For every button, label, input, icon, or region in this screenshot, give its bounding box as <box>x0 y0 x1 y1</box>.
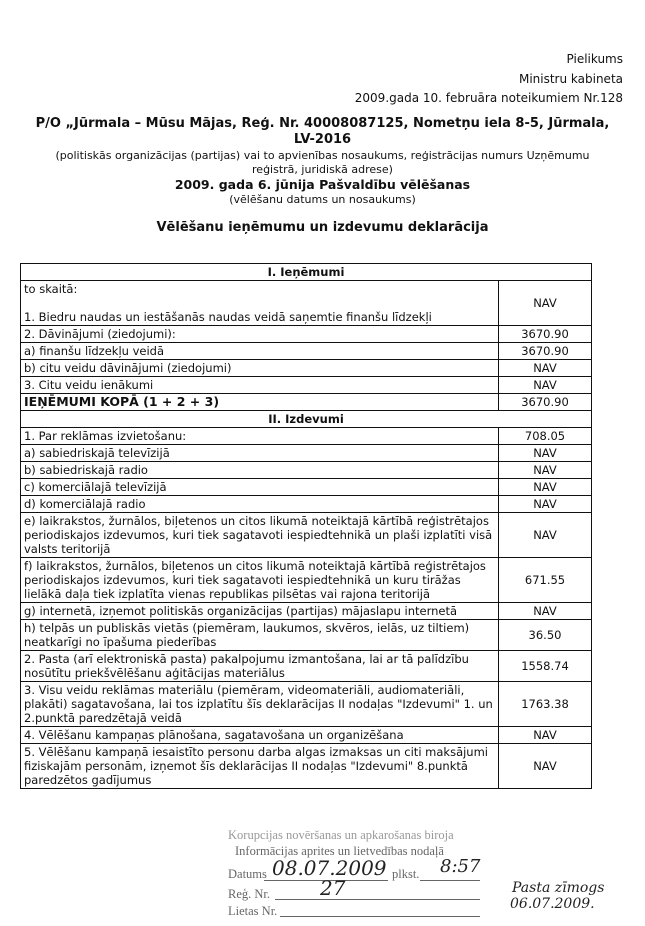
row-value: NAV <box>499 603 592 620</box>
org-note-2: reģistrā, juridiskā adrese) <box>252 163 393 176</box>
table-row <box>21 360 592 377</box>
stamp-reg-value: 27 <box>320 876 346 900</box>
handwritten-note-1: Pasta zīmogs <box>512 880 605 896</box>
table-row <box>21 462 592 479</box>
row-value: 36.50 <box>499 620 592 651</box>
table-row <box>21 394 592 411</box>
row-label: 3. Visu veidu reklāmas materiālu (piemēram, videomateriāli, audiomateriāli, plakāti) sagatavošana, lai tos izplatītu šīs deklarācijas II nodaļas "Izdevumi" 1. un 2.punktā paredzētajā veidā <box>21 682 499 727</box>
table-row <box>21 479 592 496</box>
row-value: NAV <box>499 744 592 789</box>
row-label: to skaitā: 1. Biedru naudas un iestāšanās naudas veidā saņemtie finanšu līdzekļi <box>21 281 499 326</box>
row-value: NAV <box>499 479 592 496</box>
row-value: 3670.90 <box>499 394 592 411</box>
declaration-table <box>20 263 592 789</box>
row-label: b) sabiedriskajā radio <box>21 462 499 479</box>
table-row <box>21 620 592 651</box>
row-value: NAV <box>499 496 592 513</box>
row-label: IEŅĒMUMI KOPĀ (1 + 2 + 3) <box>21 394 499 411</box>
stamp-date-value: 08.07.2009 <box>272 856 387 880</box>
stamp-date-label: Datums <box>228 867 267 881</box>
table-row <box>21 682 592 727</box>
row-value: 3670.90 <box>499 343 592 360</box>
stamp-case-label: Lietas Nr. <box>228 904 278 918</box>
row-label: 2. Dāvinājumi (ziedojumi): <box>21 326 499 343</box>
cabinet-label: Ministru kabineta <box>518 72 623 86</box>
row-label: d) komerciālajā radio <box>21 496 499 513</box>
row-value: NAV <box>499 377 592 394</box>
table-row <box>21 377 592 394</box>
row-value: 1763.38 <box>499 682 592 727</box>
document-title: Vēlēšanu ieņēmumu un izdevumu deklarācija <box>156 220 489 235</box>
org-name: P/O „Jūrmala – Mūsu Mājas, Reģ. Nr. 40008087125, Nometņu iela 8-5, Jūrmala, <box>35 116 610 131</box>
row-label: 5. Vēlēšanu kampaņā iesaistīto personu darba algas izmaksas un citi maksājumi fiziskajām personām, izņemot šīs deklarācijas II nodaļas "Izdevumi" 8.punktā paredzētos gadījumus <box>21 744 499 789</box>
table-row <box>21 651 592 682</box>
row-label: 1. Par reklāmas izvietošanu: <box>21 428 499 445</box>
annex-label: Pielikums <box>566 52 623 66</box>
row-value: 1558.74 <box>499 651 592 682</box>
table-row <box>21 428 592 445</box>
row-label: a) sabiedriskajā televīzijā <box>21 445 499 462</box>
section-heading: I. Ieņēmumi <box>21 264 592 281</box>
row-label: a) finanšu līdzekļu veidā <box>21 343 499 360</box>
row-value: NAV <box>499 727 592 744</box>
handwritten-note-2: 06.07.2009. <box>510 896 595 912</box>
row-label: 2. Pasta (arī elektroniskā pasta) pakalpojumu izmantošana, lai ar tā palīdzību nosūtītu priekšvēlēšanu aģitācijas materiālus <box>21 651 499 682</box>
income-heading <box>21 264 592 281</box>
table-row <box>21 496 592 513</box>
section-heading: II. Izdevumi <box>21 411 592 428</box>
stamp-dept: Informācijas aprites un lietvedības nodaļā <box>235 844 444 858</box>
election-note: (vēlēšanu datums un nosaukums) <box>229 193 416 206</box>
row-label: e) laikrakstos, žurnālos, biļetenos un citos likumā noteiktajā kārtībā reģistrētajos periodiskajos izdevumos, kuri tiek sagatavoti iespiedtehnikā un plaši izplatīti visā valsts teritorijā <box>21 513 499 558</box>
table-row <box>21 558 592 603</box>
table-row <box>21 603 592 620</box>
row-value: 671.55 <box>499 558 592 603</box>
row-label: h) telpās un publiskās vietās (piemēram, laukumos, skvēros, ielās, uz tiltiem) neatkarīgi no īpašuma piederības <box>21 620 499 651</box>
org-postcode: LV-2016 <box>293 132 352 147</box>
table-row <box>21 281 592 326</box>
row-value: NAV <box>499 281 592 326</box>
org-note: (politiskās organizācijas (partijas) vai to apvienības nosaukums, reģistrācijas numurs Uzņēmumu <box>55 149 590 162</box>
stamp-reg-label: Reģ. Nr. <box>228 887 271 901</box>
regulation-label: 2009.gada 10. februāra noteikumiem Nr.128 <box>354 91 623 105</box>
stamp-time-label: plkst. <box>392 867 420 881</box>
table-row <box>21 513 592 558</box>
table-row <box>21 727 592 744</box>
row-label: f) laikrakstos, žurnālos, biļetenos un citos likumā noteiktajā kārtībā reģistrētajos periodiskajos izdevumos, kuri tiek sagatavoti iespiedtehnikā un kuru tirāžas lielākā daļa tiek izplatīta vienas republikas pilsētas vai rajona teritorijā <box>21 558 499 603</box>
row-value: NAV <box>499 445 592 462</box>
row-label: 4. Vēlēšanu kampaņas plānošana, sagatavošana un organizēšana <box>21 727 499 744</box>
election-title: 2009. gada 6. jūnija Pašvaldību vēlēšanas <box>174 177 471 192</box>
row-label: 3. Citu veidu ienākumi <box>21 377 499 394</box>
row-label: b) citu veidu dāvinājumi (ziedojumi) <box>21 360 499 377</box>
row-value: NAV <box>499 513 592 558</box>
table-row <box>21 326 592 343</box>
stamp-time-value: 8:57 <box>440 856 481 877</box>
table-row <box>21 744 592 789</box>
stamp-office: Korupcijas novēršanas un apkarošanas biroja <box>228 828 454 842</box>
row-value: 3670.90 <box>499 326 592 343</box>
row-value: 708.05 <box>499 428 592 445</box>
row-value: NAV <box>499 360 592 377</box>
row-label: c) komerciālajā televīzijā <box>21 479 499 496</box>
table-row <box>21 445 592 462</box>
expenses-heading <box>21 411 592 428</box>
row-value: NAV <box>499 462 592 479</box>
table-row <box>21 343 592 360</box>
row-label: g) internetā, izņemot politiskās organizācijas (partijas) mājaslapu internetā <box>21 603 499 620</box>
